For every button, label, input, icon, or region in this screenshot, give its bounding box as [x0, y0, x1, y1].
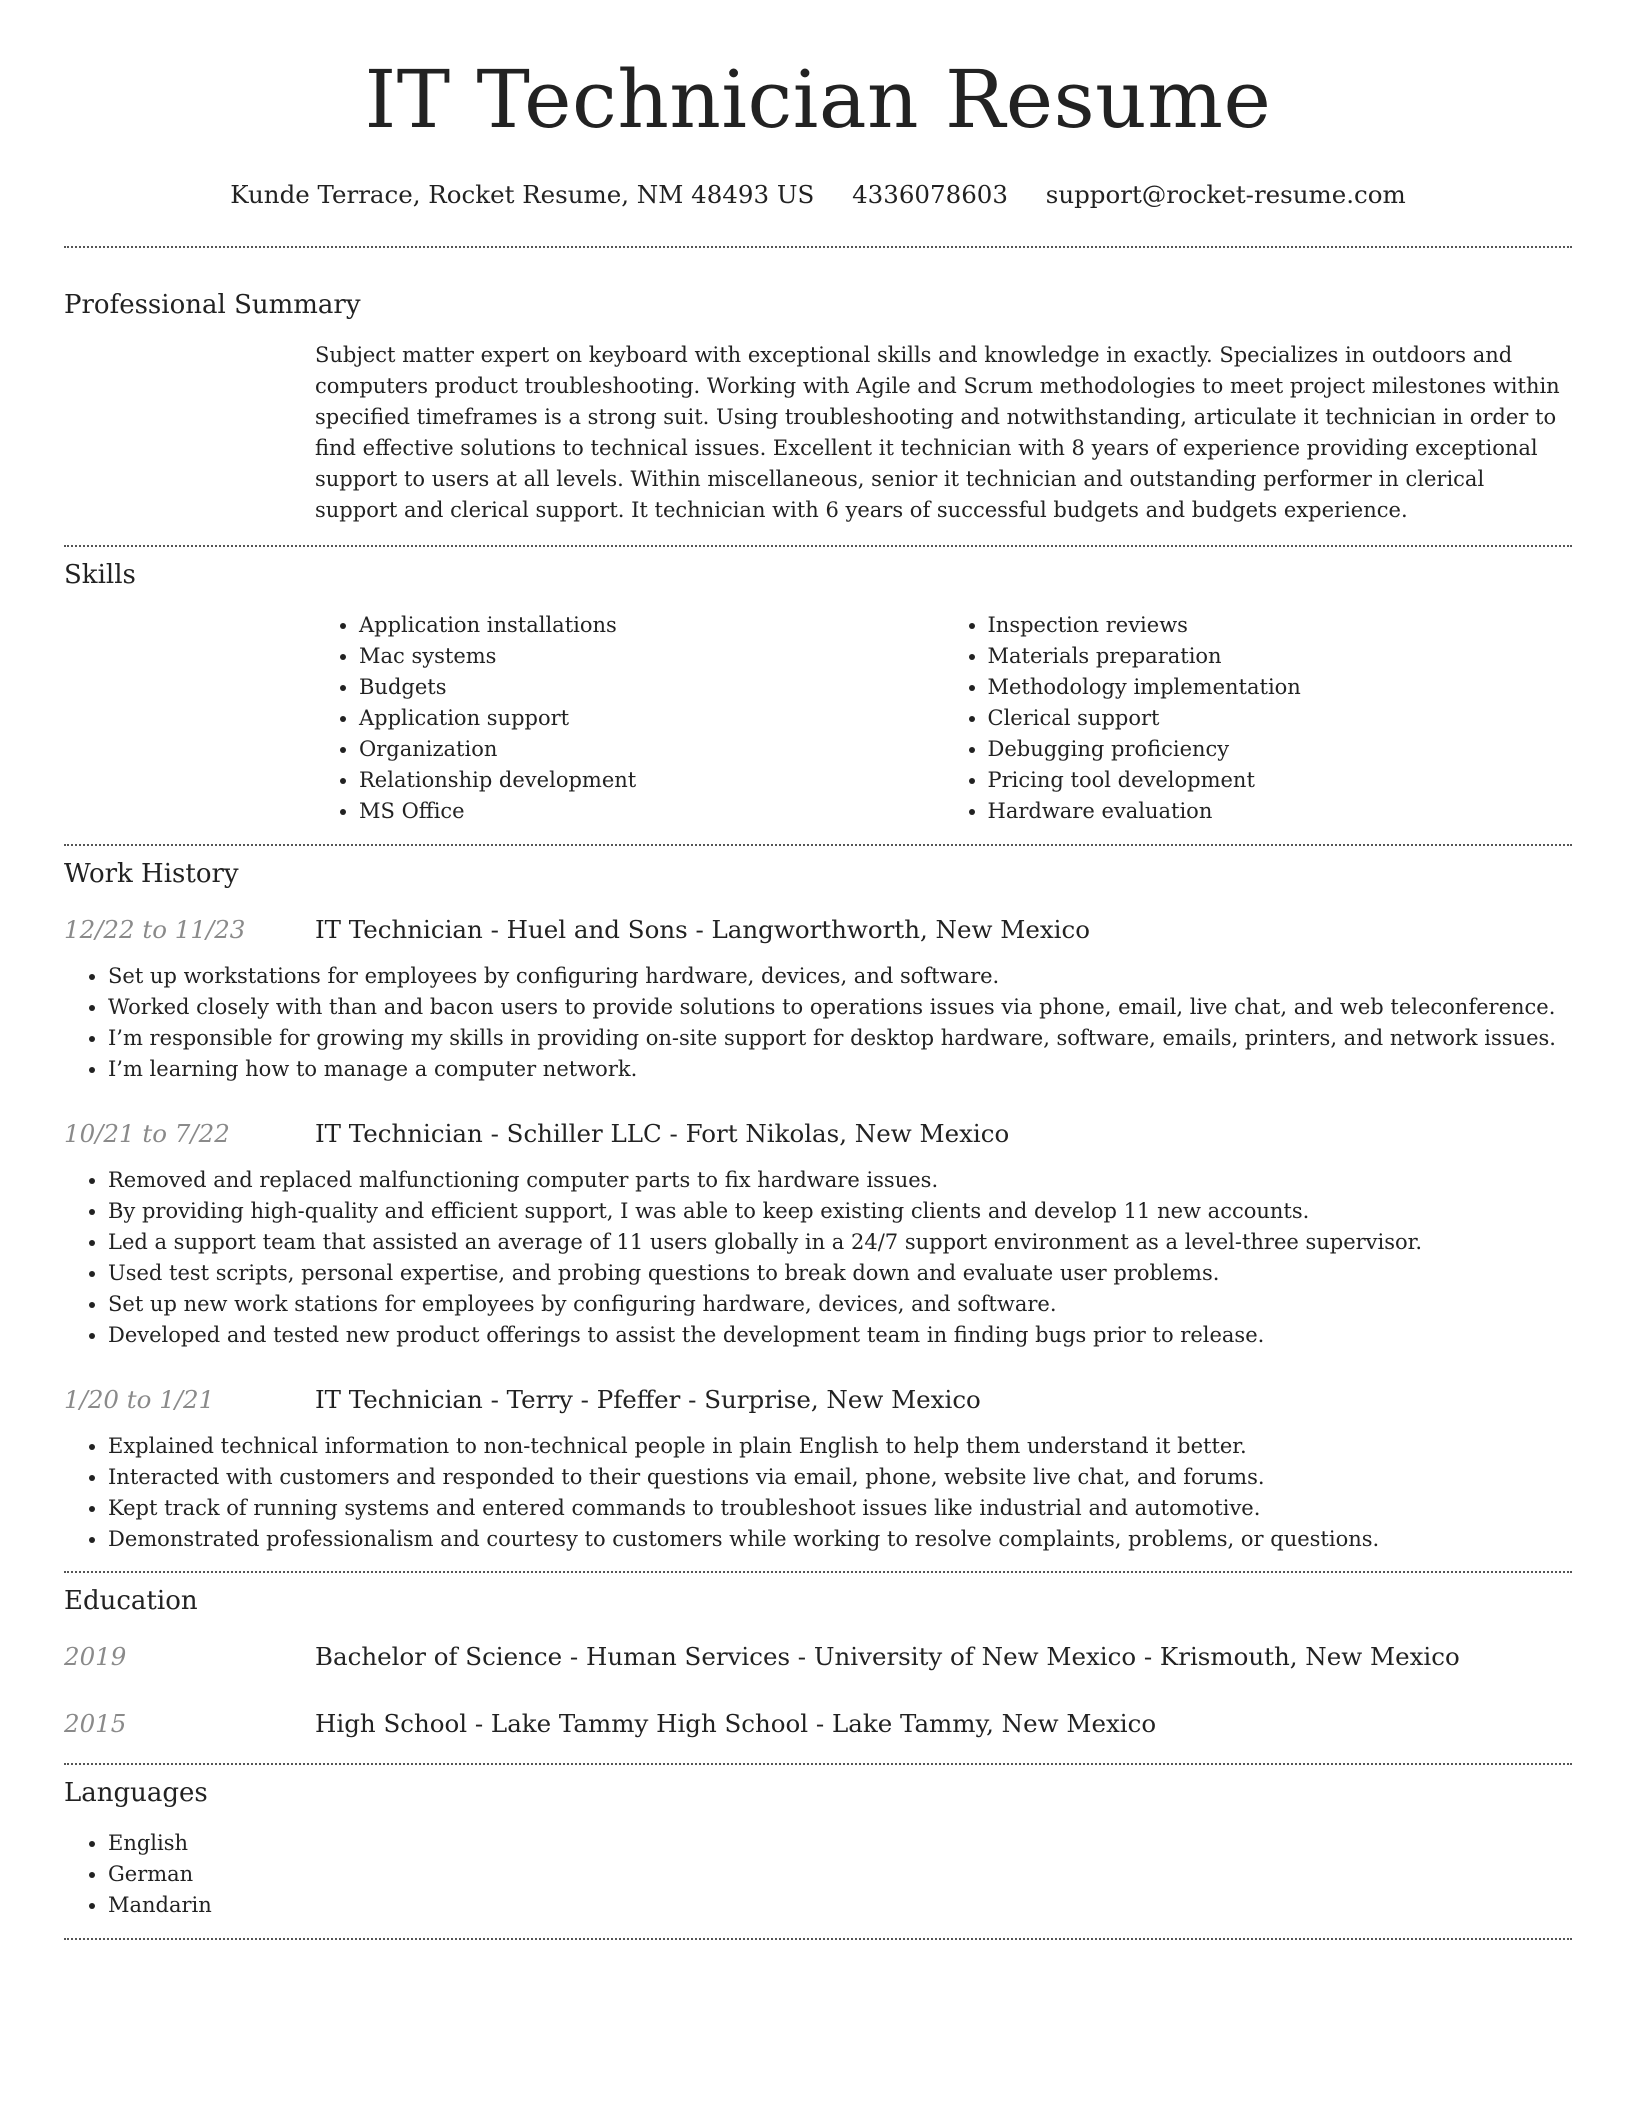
job-bullet: • Led a support team that assisted an average of 11 users globally in a 24/7 support environment as a level-three supervisor.	[108, 1227, 1572, 1258]
skill-item: • Organization	[359, 734, 944, 765]
job-bullet: • Developed and tested new product offerings to assist the development team in finding bugs prior to release.	[108, 1320, 1572, 1351]
language-item: • English	[108, 1828, 1572, 1859]
job-entry	[64, 1383, 1572, 1417]
skill-item: • Debugging proficiency	[988, 734, 1573, 765]
skills-list-left	[315, 610, 944, 827]
skills-section	[64, 558, 1572, 827]
job-bullet: • Kept track of running systems and entered commands to troubleshoot issues like industrial and automotive.	[108, 1493, 1572, 1524]
job-bullet: • Set up new work stations for employees by configuring hardware, devices, and software.	[108, 1289, 1572, 1320]
job-details	[315, 1117, 1009, 1151]
job-details	[315, 913, 1090, 947]
skill-item: • Methodology implementation	[988, 672, 1573, 703]
languages-list	[64, 1828, 1572, 1921]
job-bullet: • I’m responsible for growing my skills in providing on-site support for desktop hardware, software, emails, printers, and network issues.	[108, 1023, 1572, 1054]
divider	[64, 545, 1572, 547]
skill-item: • Budgets	[359, 672, 944, 703]
job-bullet: • By providing high-quality and efficient support, I was able to keep existing clients and develop 11 new accounts.	[108, 1196, 1572, 1227]
languages-section	[64, 1776, 1572, 1921]
job-date: 10/21 to 7/22	[64, 1119, 230, 1148]
education-entry	[64, 1640, 1572, 1674]
skill-item: • MS Office	[359, 796, 944, 827]
job-heading: IT Technician - Terry - Pfeffer - Surprise, New Mexico	[315, 1385, 981, 1414]
contact-email: support@rocket-resume.com	[1045, 180, 1406, 209]
job-date: 12/22 to 11/23	[64, 915, 246, 944]
education-date: 2019	[64, 1642, 127, 1671]
education-date: 2015	[64, 1709, 127, 1738]
skill-item: • Hardware evaluation	[988, 796, 1573, 827]
work-history-title: Work History	[64, 859, 239, 889]
job-details	[315, 1383, 981, 1417]
contact-address: Kunde Terrace, Rocket Resume, NM 48493 US	[230, 180, 815, 209]
job-heading: IT Technician - Schiller LLC - Fort Nikolas, New Mexico	[315, 1119, 1010, 1148]
contact-line	[64, 178, 1572, 212]
job-bullets	[64, 1431, 1572, 1555]
divider	[64, 1571, 1572, 1573]
job-bullet: • Set up workstations for employees by configuring hardware, devices, and software.	[108, 961, 1572, 992]
job-bullet: • Explained technical information to non-technical people in plain English to help them understand it better.	[108, 1431, 1572, 1462]
education-title: Education	[64, 1586, 198, 1616]
divider	[64, 1763, 1572, 1765]
skill-item: • Relationship development	[359, 765, 944, 796]
job-bullet: • I’m learning how to manage a computer network.	[108, 1054, 1572, 1085]
skill-item: • Application installations	[359, 610, 944, 641]
job-entry	[64, 1117, 1572, 1151]
skill-item: • Pricing tool development	[988, 765, 1573, 796]
language-item: • German	[108, 1859, 1572, 1890]
resume-page	[64, 0, 1572, 1940]
summary-title: Professional Summary	[64, 290, 361, 320]
job-bullet: • Used test scripts, personal expertise, and probing questions to break down and evaluate user problems.	[108, 1258, 1572, 1289]
summary-text: Subject matter expert on keyboard with exceptional skills and knowledge in exactly. Specializes in outdoors and computers product troubleshooting. Working with Agile and Scrum methodologies to meet project milestones within specified timeframes is a strong suit. Using troubleshooting and notwithstanding, articulate it technician in order to find effective solutions to technical issues. Excellent it technician with 8 years of experience providing exceptional support to users at all levels. Within miscellaneous, senior it technician and outstanding performer in clerical support and clerical support. It technician with 6 years of successful budgets and budgets experience.	[315, 343, 1560, 522]
skill-item: • Mac systems	[359, 641, 944, 672]
divider	[64, 246, 1572, 248]
skill-item: • Clerical support	[988, 703, 1573, 734]
languages-title: Languages	[64, 1778, 208, 1808]
education-section	[64, 1584, 1572, 1741]
skill-item: • Application support	[359, 703, 944, 734]
education-heading: Bachelor of Science - Human Services - University of New Mexico - Krismouth, New Mexico	[315, 1642, 1460, 1671]
language-item: • Mandarin	[108, 1890, 1572, 1921]
divider	[64, 1938, 1572, 1940]
job-heading: IT Technician - Huel and Sons - Langworthworth, New Mexico	[315, 915, 1090, 944]
work-history-section	[64, 857, 1572, 1555]
divider	[64, 844, 1572, 846]
job-entry	[64, 913, 1572, 947]
skills-list-right	[944, 610, 1573, 827]
job-bullets	[64, 961, 1572, 1085]
skills-grid	[315, 610, 1572, 827]
skills-title: Skills	[64, 560, 136, 590]
job-bullet: • Interacted with customers and responded to their questions via email, phone, website live chat, and forums.	[108, 1462, 1572, 1493]
job-date: 1/20 to 1/21	[64, 1385, 215, 1414]
job-bullet: • Worked closely with than and bacon users to provide solutions to operations issues via phone, email, live chat, and web teleconference.	[108, 992, 1572, 1023]
resume-title: IT Technician Resume	[364, 53, 1272, 146]
skill-item: • Inspection reviews	[988, 610, 1573, 641]
job-bullet: • Demonstrated professionalism and courtesy to customers while working to resolve complaints, problems, or questions.	[108, 1524, 1572, 1555]
skill-item: • Materials preparation	[988, 641, 1573, 672]
contact-phone: 4336078603	[852, 180, 1008, 209]
education-entry	[64, 1707, 1572, 1741]
education-heading: High School - Lake Tammy High School - Lake Tammy, New Mexico	[315, 1709, 1157, 1738]
summary-section	[64, 288, 1572, 526]
job-bullets	[64, 1165, 1572, 1351]
job-bullet: • Removed and replaced malfunctioning computer parts to fix hardware issues.	[108, 1165, 1572, 1196]
